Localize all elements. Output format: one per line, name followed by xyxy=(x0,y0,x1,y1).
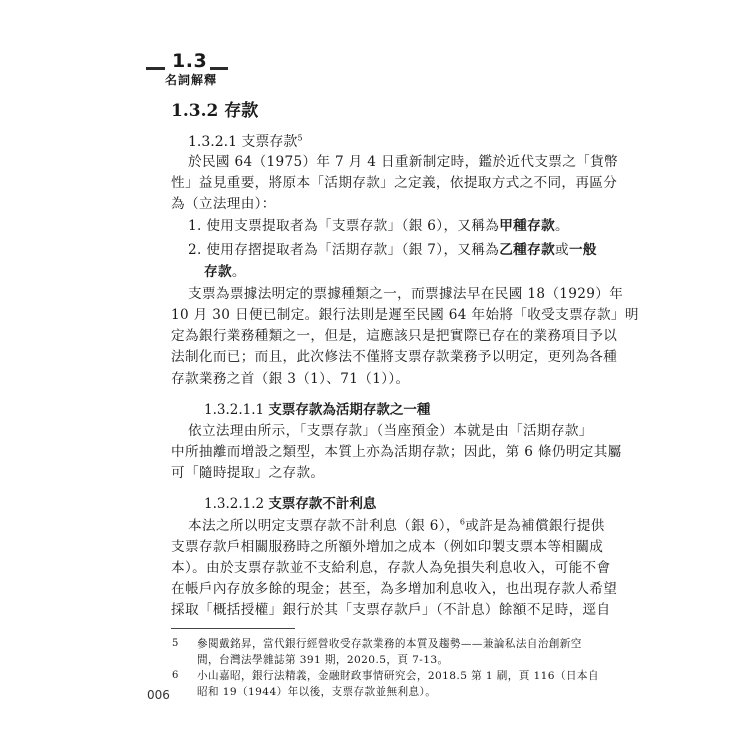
heading-1-3-2-1-1 xyxy=(204,398,430,418)
heading-1-3-2-1-1-number: 1.3.2.1.1 xyxy=(204,402,265,418)
para2-line-2: 10 月 30 日便已制定。銀行法則是遲至民國 64 年始將「收受支票存款」明 xyxy=(171,307,639,323)
list-item-1 xyxy=(188,216,569,236)
para2-line-5: 存款業務之首（銀 3（1）、71（1））。 xyxy=(171,371,410,387)
list-item-2-cont-suffix: 。 xyxy=(231,264,246,280)
list-item-2 xyxy=(188,240,597,260)
para4-line-1 xyxy=(188,516,605,536)
heading-1-3-2-1-text: 1.3.2.1 支票存款 xyxy=(188,134,298,150)
header-rule-left xyxy=(146,67,165,70)
para4-line-3: 本）。由於支票存款並不支給利息，存款人為免損失利息收入，可能不會 xyxy=(171,560,611,576)
footnote-6-number: 6 xyxy=(172,670,179,681)
footnote-ref-6: 6 xyxy=(459,517,466,527)
para4-line-1-prefix: 本法之所以明定支票存款不計利息（銀 6）， xyxy=(188,518,460,534)
heading-1-3-2: 1.3.2 存款 xyxy=(171,101,259,121)
para2-line-3: 定為銀行業務種類之一，但是，這應該只是把實際已存在的業務項目予以 xyxy=(171,328,618,344)
list-item-2-bold: 乙種存款 xyxy=(499,242,556,258)
list-item-2-text: 2. 使用存摺提取者為「活期存款」（銀 7），又稱為 xyxy=(188,242,500,258)
para1-line-1: 於民國 64（1975）年 7 月 4 日重新制定時，鑑於近代支票之「貨幣 xyxy=(188,154,618,170)
para4-line-2: 支票存款戶相關服務時之所額外增加之成本（例如印製支票本等相關成 xyxy=(171,539,604,555)
heading-1-3-2-1-2-text: 支票存款不計利息 xyxy=(268,496,377,512)
heading-1-3-2-1-1-text: 支票存款為活期存款之一種 xyxy=(268,402,431,418)
para2-line-1: 支票為票據法明定的票據種類之一，而票據法早在民國 18（1929）年 xyxy=(188,286,624,302)
list-item-1-text: 1. 使用支票提取者為「支票存款」（銀 6），又稱為 xyxy=(188,218,500,234)
para4-line-1-suffix: 或許是為補償銀行提供 xyxy=(465,518,605,534)
para1-line-2: 性」益見重要，將原本「活期存款」之定義，依提取方式之不同，再區分 xyxy=(171,175,618,191)
para1-line-3: 為（立法理由）： xyxy=(171,196,276,212)
heading-1-3-2-1 xyxy=(188,131,303,151)
footnote-5-line-2: 間，台灣法學雜誌第 391 期，2020.5，頁 7-13。 xyxy=(197,654,449,666)
para3-line-2: 中所抽離而增設之類型，本質上亦為活期存款；因此，第 6 條仍明定其屬 xyxy=(171,444,622,460)
page-number: 006 xyxy=(147,688,170,702)
heading-1-3-2-1-2 xyxy=(204,492,376,512)
section-number: 1.3 xyxy=(172,50,208,72)
para3-line-1: 依立法理由所示，「支票存款」（当座預金）本就是由「活期存款」 xyxy=(188,423,593,439)
footnote-6-line-2: 昭和 19（1944）年以後，支票存款並無利息）。 xyxy=(197,686,437,698)
list-item-2-cont-bold: 存款 xyxy=(204,264,232,280)
footnote-rule xyxy=(171,628,295,629)
footnote-6-line-1: 小山嘉昭，銀行法精義，金融財政事情研究会，2018.5 第 1 刷，頁 116（日本自 xyxy=(197,670,599,682)
para3-line-3: 可「隨時提取」之存款。 xyxy=(171,465,325,481)
section-title: 名詞解釋 xyxy=(165,73,218,87)
para2-line-4: 法制化而已；而且，此次修法不僅將支票存款業務予以明定，更列為各種 xyxy=(171,349,618,365)
list-item-1-bold: 甲種存款 xyxy=(499,218,556,234)
footnote-5-number: 5 xyxy=(172,638,179,649)
footnote-ref-5: 5 xyxy=(297,133,303,143)
list-item-2-continued xyxy=(204,262,246,282)
para4-line-4: 在帳戶內存放多餘的現金；甚至，為多增加利息收入，也出現存款人希望 xyxy=(171,581,618,597)
list-item-2-bold2: 一般 xyxy=(568,242,597,258)
list-item-2-mid: 或 xyxy=(555,242,569,258)
header-rule-right xyxy=(210,67,228,70)
heading-1-3-2-1-2-number: 1.3.2.1.2 xyxy=(204,496,265,512)
footnote-5-line-1: 參閱戴銘昇，當代銀行經營收受存款業務的本質及趨勢——兼論私法自治創新空 xyxy=(197,638,582,650)
para4-line-5: 採取「概括授權」銀行於其「支票存款戶」（不計息）餘額不足時，逕自 xyxy=(171,602,611,618)
list-item-1-suffix: 。 xyxy=(555,218,569,234)
